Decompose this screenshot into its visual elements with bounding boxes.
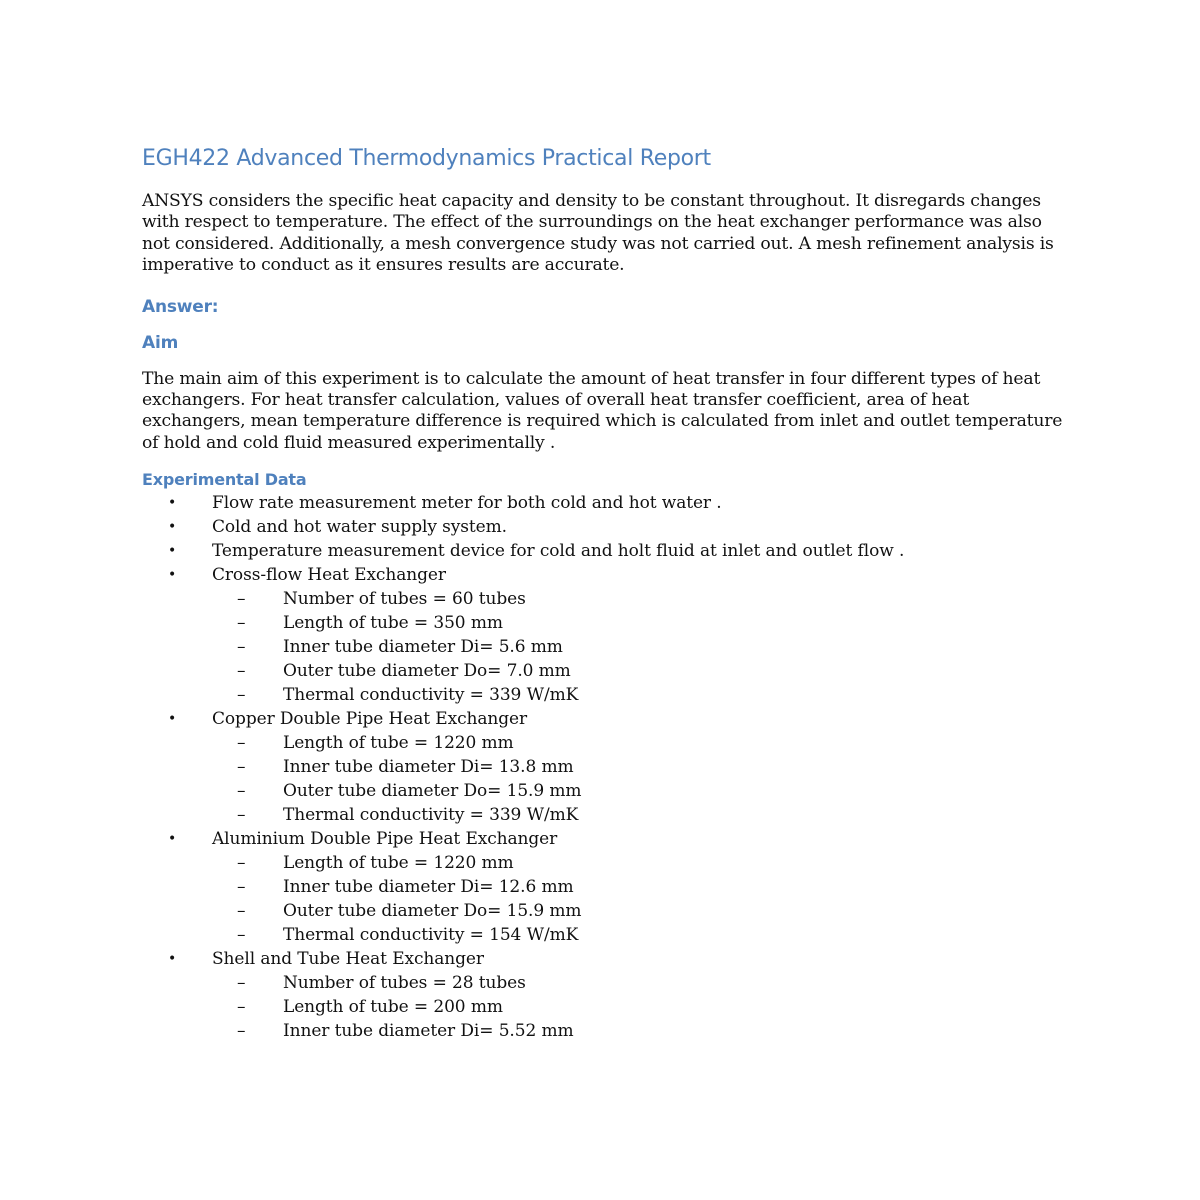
list-item-text: Temperature measurement device for cold and holt fluid at inlet and outlet flow . xyxy=(212,541,905,562)
list-item xyxy=(142,563,1072,707)
bullet-icon: • xyxy=(168,711,177,728)
dash-icon: – xyxy=(237,757,246,778)
bullet-icon: • xyxy=(168,831,177,848)
bullet-icon: • xyxy=(168,951,177,968)
sub-list-item: – Number of tubes = 28 tubes xyxy=(237,973,526,994)
sub-list-item: – Length of tube = 200 mm xyxy=(237,997,503,1018)
dash-icon: – xyxy=(237,901,246,922)
bullet-icon: • xyxy=(168,495,177,512)
list-item xyxy=(142,539,1072,563)
sub-list-item: – Length of tube = 350 mm xyxy=(237,613,503,634)
list-item xyxy=(142,947,1072,1043)
dash-icon: – xyxy=(237,613,246,634)
dash-icon: – xyxy=(237,685,246,706)
dash-icon: – xyxy=(237,661,246,682)
answer-heading: Answer: xyxy=(142,296,219,317)
sub-list-item: – Thermal conductivity = 339 W/mK xyxy=(237,685,579,706)
experimental-data-list xyxy=(142,491,1072,1043)
dash-icon: – xyxy=(237,637,246,658)
dash-icon: – xyxy=(237,973,246,994)
sub-list-item: – Length of tube = 1220 mm xyxy=(237,733,514,754)
sub-list-item: – Inner tube diameter Di= 5.6 mm xyxy=(237,637,563,658)
list-item-text: Shell and Tube Heat Exchanger xyxy=(212,949,484,970)
sub-list-item: – Inner tube diameter Di= 12.6 mm xyxy=(237,877,574,898)
sub-list-item: – Outer tube diameter Do= 15.9 mm xyxy=(237,901,582,922)
aim-paragraph: The main aim of this experiment is to calculate the amount of heat transfer in four different types of heat exchangers. For heat transfer calculation, values of overall heat transfer coefficient, area of heat exchangers, mean temperature difference is required which is calculated from inlet and outlet temperature of hold and cold fluid measured experimentally . xyxy=(142,368,1063,453)
dash-icon: – xyxy=(237,589,246,610)
list-item xyxy=(142,515,1072,539)
dash-icon: – xyxy=(237,925,246,946)
list-item-text: Copper Double Pipe Heat Exchanger xyxy=(212,709,527,730)
dash-icon: – xyxy=(237,877,246,898)
sub-list-item: – Thermal conductivity = 154 W/mK xyxy=(237,925,579,946)
dash-icon: – xyxy=(237,781,246,802)
shell-tube-specs xyxy=(212,971,1072,1043)
sub-list-item: – Outer tube diameter Do= 7.0 mm xyxy=(237,661,571,682)
bullet-icon: • xyxy=(168,519,177,536)
aim-heading: Aim xyxy=(142,332,179,353)
bullet-icon: • xyxy=(168,567,177,584)
cross-flow-specs xyxy=(212,587,1072,707)
dash-icon: – xyxy=(237,733,246,754)
intro-paragraph: ANSYS considers the specific heat capacity and density to be constant throughout. It disregards changes with respect to temperature. The effect of the surroundings on the heat exchanger performance was also not considered. Additionally, a mesh convergence study was not carried out. A mesh refinement analysis is imperative to conduct as it ensures results are accurate. xyxy=(142,191,1054,276)
list-item-text: Cold and hot water supply system. xyxy=(212,517,507,538)
dash-icon: – xyxy=(237,1021,246,1042)
sub-list-item: – Inner tube diameter Di= 13.8 mm xyxy=(237,757,574,778)
experimental-data-heading: Experimental Data xyxy=(142,470,307,490)
page-title: EGH422 Advanced Thermodynamics Practical Report xyxy=(142,146,711,171)
bullet-icon: • xyxy=(168,543,177,560)
list-item-text: Flow rate measurement meter for both cold and hot water . xyxy=(212,493,722,514)
list-item-text: Cross-flow Heat Exchanger xyxy=(212,565,446,586)
list-item xyxy=(142,707,1072,827)
list-item xyxy=(142,491,1072,515)
list-item xyxy=(142,827,1072,947)
aluminium-specs xyxy=(212,851,1072,947)
sub-list-item: – Number of tubes = 60 tubes xyxy=(237,589,526,610)
sub-list-item: – Outer tube diameter Do= 15.9 mm xyxy=(237,781,582,802)
dash-icon: – xyxy=(237,997,246,1018)
dash-icon: – xyxy=(237,805,246,826)
sub-list-item: – Thermal conductivity = 339 W/mK xyxy=(237,805,579,826)
sub-list-item: – Inner tube diameter Di= 5.52 mm xyxy=(237,1021,574,1042)
document-page xyxy=(142,146,1072,1043)
dash-icon: – xyxy=(237,853,246,874)
copper-specs xyxy=(212,731,1072,827)
sub-list-item: – Length of tube = 1220 mm xyxy=(237,853,514,874)
list-item-text: Aluminium Double Pipe Heat Exchanger xyxy=(212,829,558,850)
